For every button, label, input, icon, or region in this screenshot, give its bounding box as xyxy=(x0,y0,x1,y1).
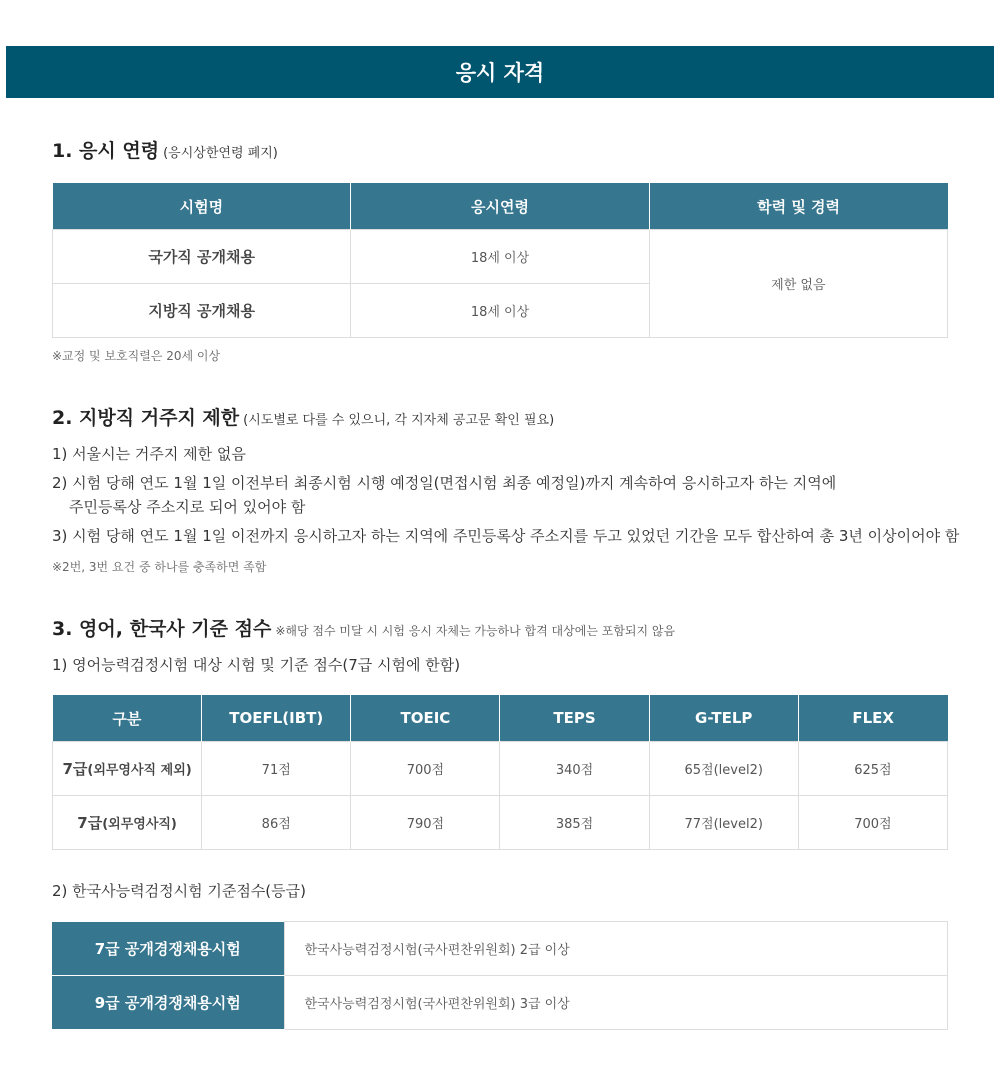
page-banner xyxy=(6,46,994,98)
grade-label-cell xyxy=(53,796,202,850)
english-table-header: G-TELP xyxy=(649,695,798,742)
section1-subtitle: (응시상한연령 폐지) xyxy=(163,146,278,161)
education-cell: 제한 없음 xyxy=(649,230,947,338)
score-cell: 700점 xyxy=(798,796,947,850)
section1-title: 1. 응시 연령 xyxy=(52,140,160,162)
residency-item: 3) 시험 당해 연도 1월 1일 이전까지 응시하고자 하는 지역에 주민등록상 주소지를 두고 있었던 기간을 모두 합산하여 총 3년 이상이어야 함 xyxy=(52,527,960,545)
section1-heading xyxy=(52,136,278,163)
age-table xyxy=(52,183,948,338)
english-score-table xyxy=(52,695,948,850)
english-section-title: 1) 영어능력검정시험 대상 시험 및 기준 점수(7급 시험에 한함) xyxy=(52,656,461,674)
age-table-header: 학력 및 경력 xyxy=(649,183,947,230)
score-cell: 700점 xyxy=(351,742,500,796)
exam-type-cell: 9급 공개경쟁채용시험 xyxy=(52,976,284,1030)
age-cell: 18세 이상 xyxy=(351,230,649,284)
korean-history-table xyxy=(52,921,948,1030)
section1-note: ※교정 및 보호직렬은 20세 이상 xyxy=(52,349,221,363)
section3-title: 3. 영어, 한국사 기준 점수 xyxy=(52,618,272,640)
section2-note: ※2번, 3번 요건 중 하나를 충족하면 족함 xyxy=(52,560,267,574)
english-table-header: TOEIC xyxy=(351,695,500,742)
requirement-cell: 한국사능력검정시험(국사편찬위원회) 3급 이상 xyxy=(284,976,948,1030)
age-table-header-row xyxy=(53,183,948,230)
grade-label: 7급 xyxy=(62,760,88,778)
table-row xyxy=(53,230,948,284)
score-cell: 385점 xyxy=(500,796,649,850)
table-row xyxy=(53,742,948,796)
section3-heading xyxy=(52,614,675,641)
table-row xyxy=(53,796,948,850)
exam-type-cell: 7급 공개경쟁채용시험 xyxy=(52,922,284,976)
score-cell: 65점(level2) xyxy=(649,742,798,796)
section2-title: 2. 지방직 거주지 제한 xyxy=(52,407,240,429)
section2-heading xyxy=(52,403,554,430)
grade-label-detail: (외무영사직 제외) xyxy=(87,763,192,778)
korean-history-section-title: 2) 한국사능력검정시험 기준점수(등급) xyxy=(52,882,306,900)
score-cell: 86점 xyxy=(202,796,351,850)
banner-title: 응시 자격 xyxy=(455,61,545,85)
residency-item: 1) 서울시는 거주지 제한 없음 xyxy=(52,445,246,463)
section3-note: ※해당 점수 미달 시 시험 응시 자체는 가능하나 합격 대상에는 포함되지 않음 xyxy=(275,624,676,638)
table-row xyxy=(52,976,948,1030)
english-table-header: FLEX xyxy=(798,695,947,742)
english-table-header-row xyxy=(53,695,948,742)
grade-label: 7급 xyxy=(77,814,103,832)
residency-item-continued: 주민등록상 주소지로 되어 있어야 함 xyxy=(69,498,306,516)
score-cell: 340점 xyxy=(500,742,649,796)
english-table-header: TEPS xyxy=(500,695,649,742)
score-cell: 625점 xyxy=(798,742,947,796)
exam-name-cell: 지방직 공개채용 xyxy=(53,284,351,338)
age-table-header: 시험명 xyxy=(53,183,351,230)
english-table-header: TOEFL(IBT) xyxy=(202,695,351,742)
section2-subtitle: (시도별로 다를 수 있으니, 각 지자체 공고문 확인 필요) xyxy=(243,413,555,428)
requirement-cell: 한국사능력검정시험(국사편찬위원회) 2급 이상 xyxy=(284,922,948,976)
english-table-header: 구분 xyxy=(53,695,202,742)
exam-name-cell: 국가직 공개채용 xyxy=(53,230,351,284)
age-cell: 18세 이상 xyxy=(351,284,649,338)
score-cell: 71점 xyxy=(202,742,351,796)
grade-label-detail: (외무영사직) xyxy=(102,817,177,832)
table-row xyxy=(52,922,948,976)
score-cell: 77점(level2) xyxy=(649,796,798,850)
grade-label-cell xyxy=(53,742,202,796)
age-table-header: 응시연령 xyxy=(351,183,649,230)
score-cell: 790점 xyxy=(351,796,500,850)
residency-item: 2) 시험 당해 연도 1월 1일 이전부터 최종시험 시행 예정일(면접시험 최종 예정일)까지 계속하여 응시하고자 하는 지역에 xyxy=(52,474,837,492)
